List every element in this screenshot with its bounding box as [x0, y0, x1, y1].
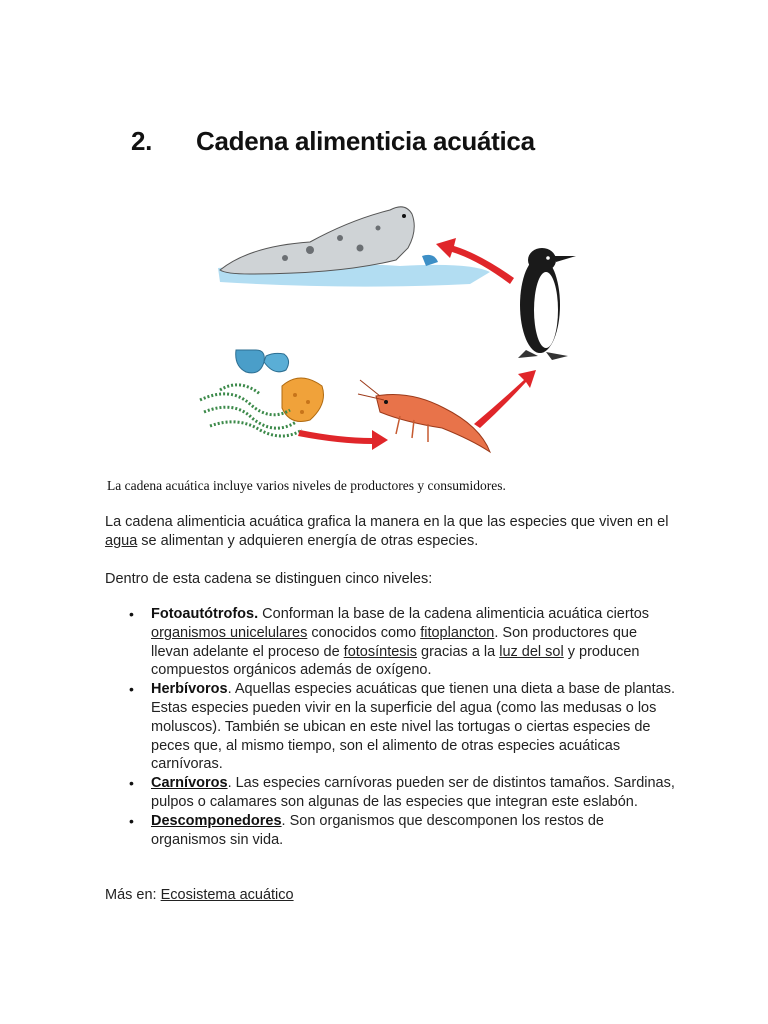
list-item-descomponedores	[105, 812, 675, 850]
agua-link[interactable]: agua	[105, 533, 138, 549]
bullet-icon: •	[129, 812, 134, 829]
level-text: Conforman la base de la cadena alimenticia acuática ciertos	[258, 606, 650, 622]
descomponedores-link[interactable]: Descomponedores	[151, 812, 282, 829]
bullet-icon: •	[129, 775, 134, 792]
level-text: y producen compuestos orgánicos además de oxígeno.	[151, 643, 640, 679]
figure-caption: La cadena acuática incluye varios niveles de productores y consumidores.	[107, 478, 506, 493]
term-fotoautotrofos: Fotoautótrofos.	[151, 606, 259, 622]
levels-intro: Dentro de esta cadena se distinguen cinco niveles:	[105, 571, 433, 587]
level-text: . Son organismos que descomponen los restos de organismos sin vida.	[151, 812, 604, 848]
organismos-unicelulares-link[interactable]: organismos unicelulares	[151, 624, 308, 641]
more-info	[105, 886, 695, 905]
term-herbivoros: Herbívoros	[151, 681, 228, 698]
level-text: . Son productores que llevan adelante el proceso de	[151, 624, 638, 660]
bullet-icon: •	[129, 681, 134, 698]
section-title: Cadena alimenticia acuática	[196, 126, 535, 156]
list-item-herbivoros	[105, 680, 675, 774]
fotosintesis-link[interactable]: fotosíntesis	[343, 643, 418, 660]
intro-text: La cadena alimenticia acuática grafica la manera en la que las especies que viven en el	[105, 514, 669, 530]
more-label: Más en:	[105, 887, 161, 903]
intro-paragraph	[105, 513, 695, 551]
level-text: gracias a la	[417, 643, 500, 660]
list-item-carnivoros	[105, 774, 675, 812]
penguin-illustration	[518, 248, 576, 360]
level-text: . Aquellas especies acuáticas que tienen una dieta a base de plantas. Estas especies pueden vivir en la superficie del agua (como las medusas o los moluscos). También se ubican en este nivel las tortugas o ciertas especies de peces que, al mismo tiempo, son el alimento de otras especies acuáticas carnívoras.	[151, 681, 675, 773]
level-text: conocidos como	[307, 624, 421, 641]
luz-del-sol-link[interactable]: luz del sol	[499, 643, 564, 660]
bullet-icon: •	[129, 606, 134, 622]
section-number: 2.	[131, 126, 153, 156]
ecosistema-acuatico-link[interactable]: Ecosistema acuático	[160, 887, 294, 903]
list-item-fotoautotrofos	[105, 605, 675, 680]
levels-list	[105, 605, 675, 849]
food-chain-illustration	[190, 190, 590, 475]
section-heading	[131, 126, 535, 157]
level-text: . Las especies carnívoras pueden ser de distintos tamaños. Sardinas, pulpos o calamares son algunas de las especies que integran este eslabón.	[151, 775, 675, 810]
carnivoros-link[interactable]: Carnívoros	[151, 775, 228, 792]
fitoplancton-link[interactable]: fitoplancton	[420, 624, 495, 641]
intro-text-end: se alimentan y adquieren energía de otras especies.	[137, 533, 479, 549]
